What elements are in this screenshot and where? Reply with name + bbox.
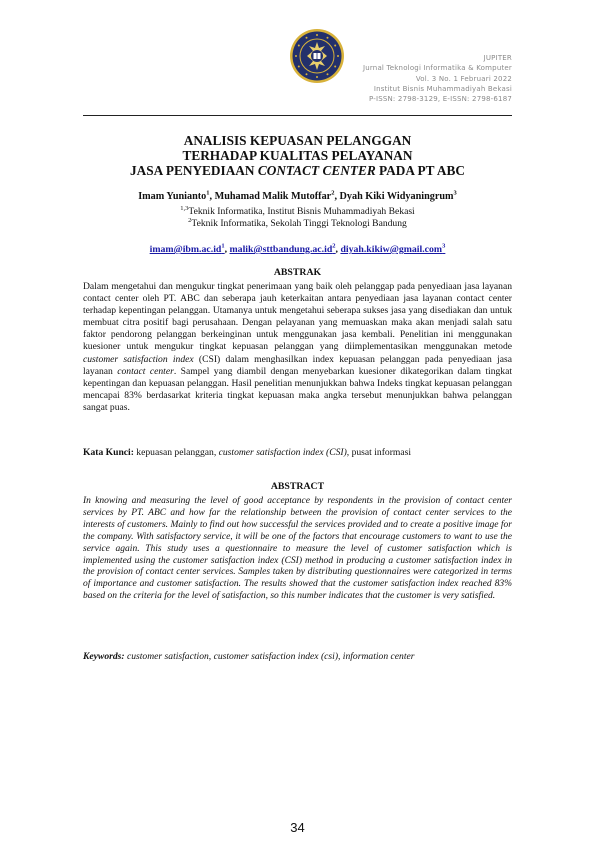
kata-kunci-label: Kata Kunci: (83, 447, 134, 458)
abstrak-part: . Sampel yang diambil dengan menyebarkan kuesioner dikategorikan dalam tingkat kepentingan dan kepuasan pelanggan. Hasil penelitian menunjukkan bahwa Indeks tingkat kepuasan pelanggan mencapai 83% berdasarkat kriteria tingkat kepuasan maka angka tersebut menunjukkan bahwa pelanggan sangat puas. (83, 365, 513, 413)
email-address: imam@ibm.ac.id (149, 244, 222, 255)
affiliation-sup: 1,3 (180, 204, 189, 212)
abstract-text: In knowing and measuring the level of good acceptance by respondents in the provision of contact center services by PT. ABC and how far the relationship between the provision of contact center services to the interests of customers. Mainly to find out how successful the services provided and to create a positive image for the company. With satisfactory service, it will be one of the factors that encourage customers to want to use the service again. This study uses a questionnaire to measure the level of customer satisfaction which is implemented using the customer satisfaction index (CSI) method in producing a customer satisfaction index in the provision of contact center services. Samples taken by distributing questionnaires were categorized in terms of importance and customer satisfaction. The results showed that the customer satisfaction index reached 83% based on the criteria for the level of satisfaction, so this number indicates that the customer is very satisfied. (83, 496, 512, 602)
author-list: Imam Yunianto$^1$, Muhamad Malik Mutoffar$^2$, Dyah Kiki Widyaningrum$^3$ (138, 189, 457, 202)
author-name: Dyah Kiki Widyaningrum (339, 191, 454, 202)
kata-kunci-italic: customer satisfaction index (CSI), (218, 447, 350, 458)
email-sup: 1 (221, 242, 225, 250)
keywords (83, 651, 512, 662)
title-line-3 (83, 163, 512, 178)
journal-issn: P-ISSN: 2798-3129, E-ISSN: 2798-6187 (368, 95, 512, 104)
author-sup: 3 (453, 189, 457, 197)
abstrak-italic: customer satisfaction index (83, 353, 194, 365)
journal-logo (289, 28, 345, 84)
title-line-2: TERHADAP KUALITAS PELAYANAN (182, 148, 413, 163)
title-line-3-suffix: PADA PT ABC (375, 163, 465, 178)
journal-info (363, 53, 512, 104)
keywords-text: customer satisfaction, customer satisfaction index (csi), information center (124, 651, 415, 662)
university-seal-icon (289, 28, 345, 84)
email-link[interactable] (230, 244, 336, 255)
journal-fullname: Jurnal Teknologi Informatika & Komputer (362, 64, 512, 73)
abstrak-heading: ABSTRAK (273, 267, 322, 278)
paper-title (83, 133, 512, 178)
affiliation-text: Teknik Informatika, Institut Bisnis Muhammadiyah Bekasi (188, 206, 415, 217)
author-sup: 1 (206, 189, 210, 197)
email-address: diyah.kikiw@gmail.com (340, 244, 443, 255)
abstract-heading: ABSTRACT (270, 481, 325, 492)
title-line-3-prefix: JASA PENYEDIAAN (130, 163, 258, 178)
page-number: 34 (290, 820, 305, 835)
abstrak-italic: contact center (117, 365, 174, 377)
keywords-label: Keywords: (83, 651, 125, 662)
kata-kunci-text: kepuasan pelanggan, (133, 447, 219, 458)
journal-publisher: Institut Bisnis Muhammadiyah Bekasi (373, 84, 512, 93)
abstrak-part: Dalam mengetahui dan mengukur tingkat penerimaan yang baik oleh pelanggap pada penyediaan jasa layanan contact center oleh PT. ABC dan seberapa jauh keterkaitan antara penyediaan jasa layanan contact center terhadap kepentingan pelanggan. Utamanya untuk mengetahui seberapa sukses jasa yang disediakan dan untuk membuat citra positif bagi perusahaan. Dengan pelayanan yang memuaskan maka akan menjadi salah satu faktor pendorong pelanggan berkeinginan untuk menggunakan jasa kembali. Penelitian ini menggunakan kuesioner untuk mengukur tingkat kepuasan pelanggan yang diimplementasikan menggunakan metode (83, 281, 512, 353)
email-link[interactable] (150, 244, 225, 255)
affiliation-sup: 2 (188, 216, 192, 224)
kata-kunci (83, 447, 512, 458)
abstrak-text (83, 281, 512, 414)
email-link[interactable] (340, 244, 445, 255)
author-name: Muhamad Malik Mutoffar (214, 191, 332, 202)
kata-kunci-text: pusat informasi (349, 447, 412, 458)
title-line-1: ANALISIS KEPUASAN PELANGGAN (183, 133, 412, 148)
author-emails: $imam@ibm.ac.id^1$, $malik@sttbandung.ac.id^2$, diyah.kikiw@gmail.com$^3$ (149, 242, 446, 255)
email-sup: 3 (442, 242, 446, 250)
journal-name: JUPITER (483, 54, 512, 62)
journal-volume: Vol. 3 No. 1 Februari 2022 (415, 74, 512, 83)
affiliation-1 (83, 206, 512, 217)
affiliation-2 (83, 218, 512, 229)
affiliation-text: Teknik Informatika, Sekolah Tinggi Teknologi Bandung (191, 218, 407, 229)
email-address: malik@sttbandung.ac.id (229, 244, 333, 255)
author-sup: 2 (331, 189, 335, 197)
author-name: Imam Yunianto (138, 191, 207, 202)
title-line-3-italic: CONTACT CENTER (257, 163, 376, 178)
abstrak-part: (CSI) dalam menghasilkan index kepuasan pelanggan pada penyediaan jasa layanan (83, 353, 513, 377)
header-divider (83, 115, 512, 116)
email-sup: 2 (332, 242, 336, 250)
